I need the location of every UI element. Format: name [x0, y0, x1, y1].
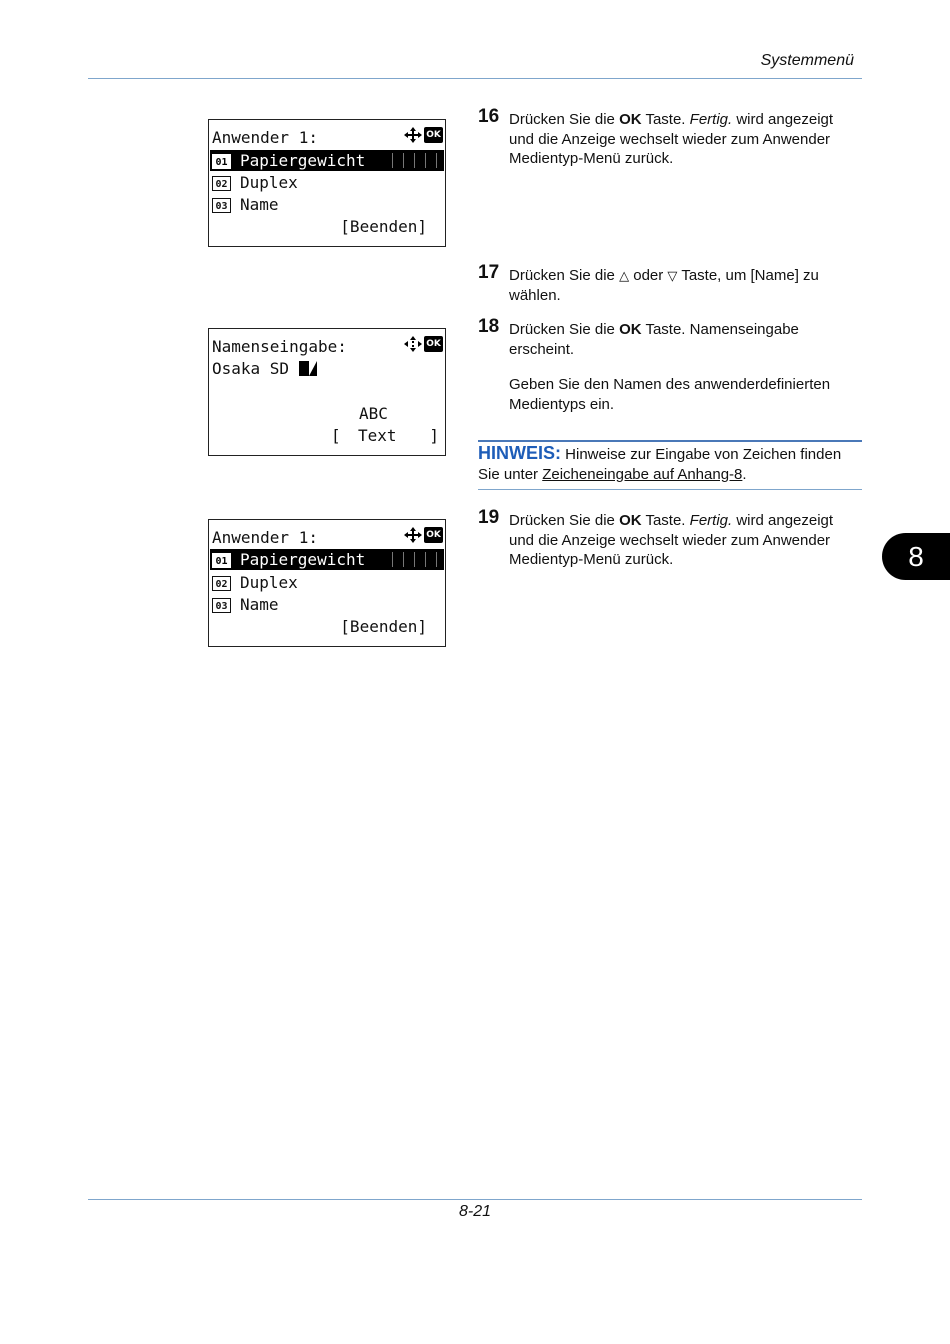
- menu-item-label: Duplex: [240, 173, 298, 192]
- step-number: 16: [478, 106, 500, 127]
- menu-item-label: Name: [240, 595, 279, 614]
- text: Taste, um [Name] zu wählen.: [509, 267, 819, 304]
- lcd-menu-item: [212, 594, 445, 615]
- item-number-badge: 03: [212, 598, 231, 613]
- header-title: Systemmenü: [760, 52, 854, 69]
- item-number-badge: 01: [212, 154, 231, 169]
- selection-pattern: [382, 153, 442, 168]
- lcd-menu-item-selected: [210, 549, 444, 570]
- lcd-menu-item: [212, 194, 445, 215]
- hint-link[interactable]: Zeicheneingabe auf Anhang-8: [542, 465, 743, 483]
- lcd-softkey: [Beenden]: [340, 617, 427, 636]
- step-19: [478, 507, 862, 570]
- lcd-input-line: [212, 358, 445, 379]
- text: Taste.: [641, 111, 690, 128]
- menu-item-label: Papiergewicht: [240, 151, 366, 170]
- lcd-nav-icons: [404, 527, 443, 543]
- lcd-title: Anwender 1:: [212, 128, 318, 147]
- lcd-panel-menu-1: [208, 119, 446, 247]
- step-18: [478, 316, 862, 414]
- step-text: [509, 110, 862, 169]
- lcd-menu-item: [212, 572, 445, 593]
- footer-rule: [88, 1199, 862, 1200]
- down-triangle-icon: ▽: [667, 268, 678, 283]
- lcd-menu-item-selected: [210, 150, 444, 171]
- lcd-input-mode: ABC: [359, 404, 388, 423]
- step-text: [509, 511, 862, 570]
- softkey-label: Text: [358, 426, 397, 445]
- step-text: [509, 320, 862, 359]
- text: Drücken Sie die: [509, 512, 620, 529]
- cursor-marker-icon: [309, 361, 317, 376]
- ok-icon: OK: [424, 127, 443, 143]
- step-number: 18: [478, 316, 500, 337]
- lcd-panel-menu-2: [208, 519, 446, 647]
- input-value: Osaka SD: [212, 359, 290, 378]
- lcd-title: Anwender 1:: [212, 528, 318, 547]
- hint-text: Hinweise zur Eingabe von Zeichen finden Sie unter: [478, 446, 842, 483]
- step-paragraph: Geben Sie den Namen des anwenderdefinierten Medientyps ein.: [509, 376, 831, 413]
- text-cursor-icon: [299, 361, 309, 376]
- item-number-badge: 01: [212, 553, 231, 568]
- emphasis: Fertig.: [689, 512, 733, 529]
- ok-icon: OK: [424, 527, 443, 543]
- step-text: [509, 266, 862, 305]
- item-number-badge: 03: [212, 198, 231, 213]
- text: wird angezeigt und die Anzeige wechselt wieder zum Anwender Medientyp-Menü zurück.: [509, 111, 834, 167]
- hint-label: HINWEIS:: [478, 443, 561, 463]
- softkey-close: ]: [429, 426, 439, 445]
- lcd-title: Namenseingabe:: [212, 337, 347, 356]
- lcd-nav-icons: [404, 127, 443, 143]
- menu-item-label: Name: [240, 195, 279, 214]
- up-triangle-icon: △: [619, 268, 630, 283]
- ok-key-label: OK: [619, 321, 642, 338]
- lcd-nav-icons: [404, 336, 443, 352]
- hint-box: [478, 440, 862, 490]
- lcd-softkey: [331, 425, 439, 446]
- text: Taste. Namenseingabe erscheint.: [509, 321, 799, 358]
- ok-icon: OK: [424, 336, 443, 352]
- page-number: 8-21: [458, 1203, 492, 1220]
- item-number-badge: 02: [212, 576, 231, 591]
- chapter-tab[interactable]: 8: [882, 533, 950, 580]
- softkey-open: [: [331, 426, 341, 445]
- nav-cross-icon: [404, 336, 422, 352]
- ok-key-label: OK: [619, 512, 642, 529]
- step-16: [478, 106, 862, 169]
- nav-cross-icon: [404, 527, 422, 543]
- nav-cross-icon: [404, 127, 422, 143]
- lcd-panel-name-entry: [208, 328, 446, 456]
- emphasis: Fertig.: [689, 111, 733, 128]
- text: Drücken Sie die: [509, 111, 620, 128]
- hint-text-end: .: [742, 465, 747, 483]
- text: oder: [629, 267, 668, 284]
- step-number: 19: [478, 507, 500, 528]
- header-rule: [88, 78, 862, 79]
- ok-key-label: OK: [619, 111, 642, 128]
- item-number-badge: 02: [212, 176, 231, 191]
- step-17: [478, 262, 862, 305]
- lcd-menu-item: [212, 172, 445, 193]
- lcd-softkey: [Beenden]: [340, 217, 427, 236]
- text: Drücken Sie die: [509, 321, 620, 338]
- step-number: 17: [478, 262, 500, 283]
- text: Drücken Sie die: [509, 267, 620, 284]
- text: wird angezeigt und die Anzeige wechselt wieder zum Anwender Medientyp-Menü zurück.: [509, 512, 834, 568]
- menu-item-label: Papiergewicht: [240, 550, 366, 569]
- selection-pattern: [382, 552, 442, 567]
- menu-item-label: Duplex: [240, 573, 298, 592]
- text: Taste.: [641, 512, 690, 529]
